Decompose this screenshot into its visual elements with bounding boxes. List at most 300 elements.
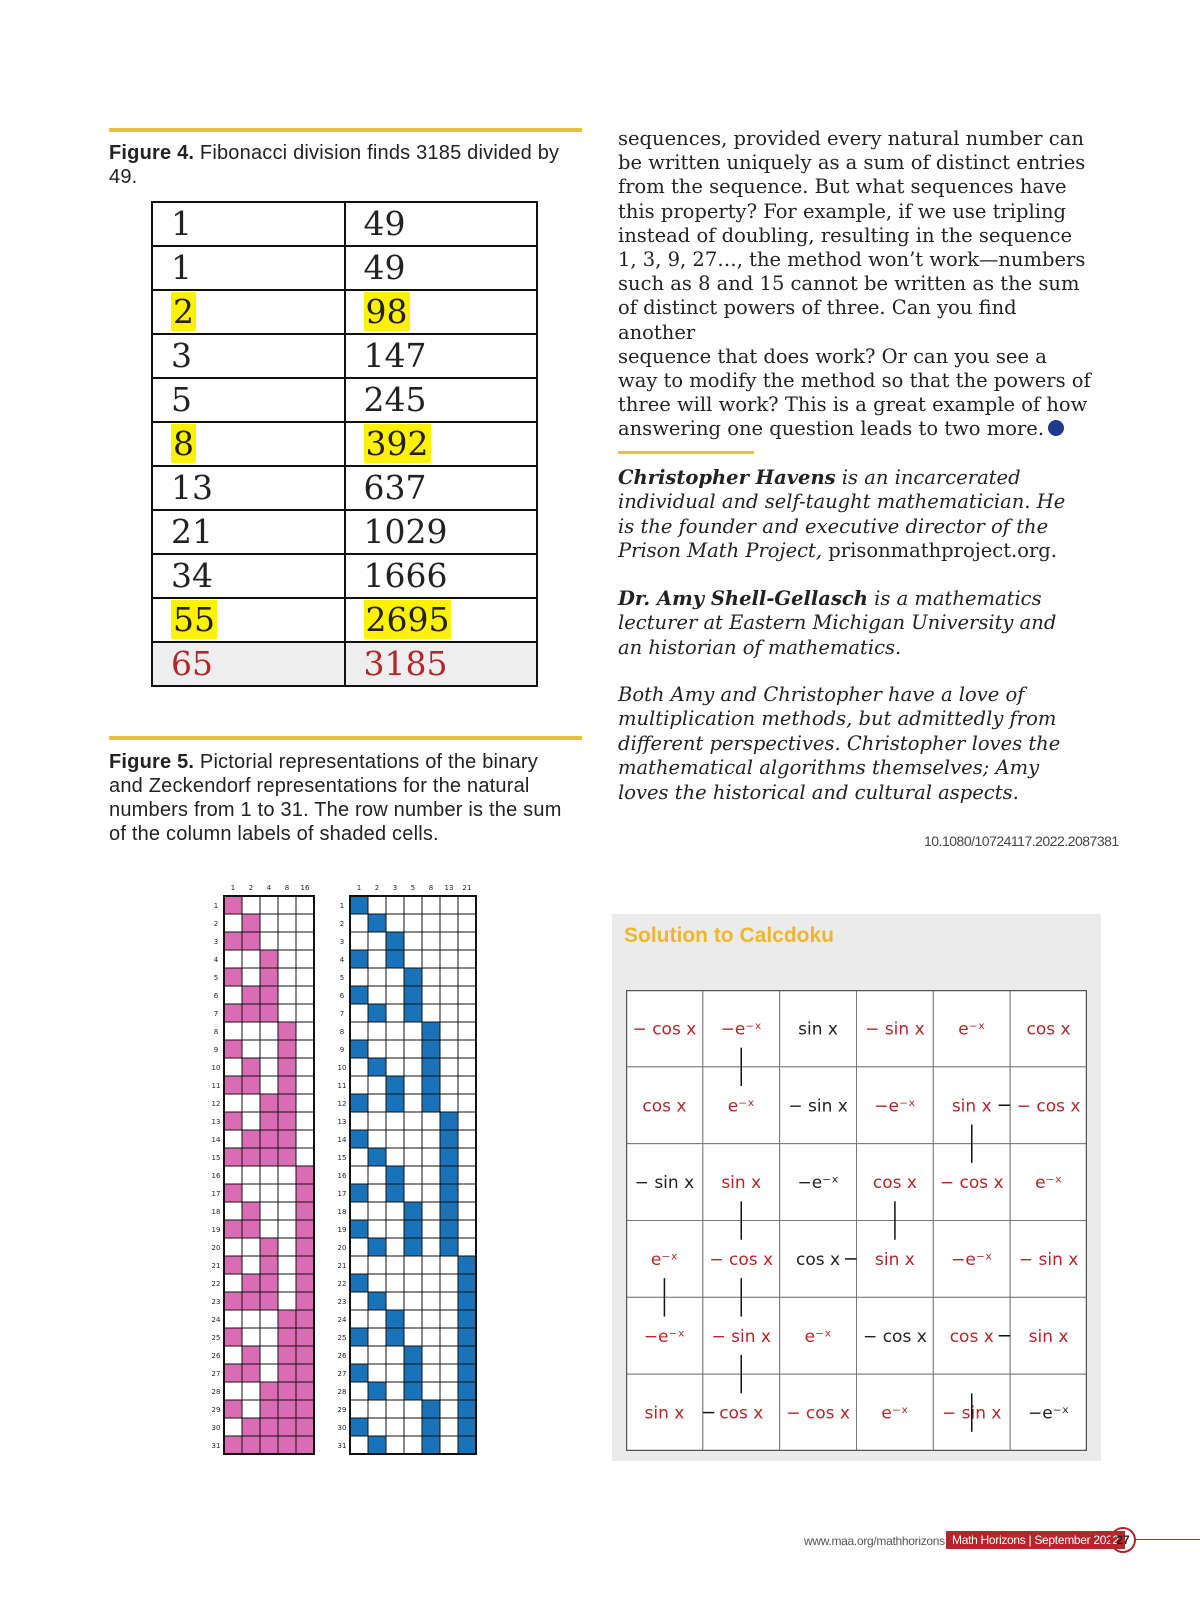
zeckendorf-grid-cell (422, 1112, 440, 1130)
binary-grid-cell (260, 1274, 278, 1292)
fib-cell-value: 2 (173, 292, 194, 331)
body-line: 1, 3, 9, 27…, the method won’t work—numbers (618, 248, 1086, 272)
zeckendorf-grid-cell (386, 1148, 404, 1166)
binary-grid-column-label: 4 (266, 884, 272, 892)
bio-havens-line-1: individual and self-taught mathematician. He (618, 490, 1066, 514)
zeckendorf-grid-cell (458, 950, 476, 968)
calcdoku-solution-panel (612, 914, 1101, 1461)
binary-grid-cell (224, 1400, 242, 1418)
binary-grid-cell (224, 1346, 242, 1364)
zeckendorf-grid-cell (368, 1130, 386, 1148)
bio-both-authors (618, 683, 1098, 805)
zeckendorf-grid-cell (350, 1436, 368, 1454)
fib-cell-multiple (345, 246, 538, 290)
zeckendorf-grid-cell (404, 1310, 422, 1328)
zeckendorf-grid-cell (440, 1256, 458, 1274)
calcdoku-cell-value: cos x (719, 1403, 764, 1424)
zeckendorf-grid-cell (422, 1238, 440, 1256)
zeckendorf-grid-cell (386, 1202, 404, 1220)
binary-grid-cell (260, 1094, 278, 1112)
fib-row (152, 246, 537, 290)
zeckendorf-grid-cell (386, 1040, 404, 1058)
zeckendorf-grid-column-label: 8 (428, 884, 434, 892)
zeckendorf-grid-cell (440, 1400, 458, 1418)
calcdoku-cell-value: e⁻ˣ (958, 1019, 986, 1040)
binary-grid-cell (278, 1346, 296, 1364)
zeckendorf-grid-cell (386, 1058, 404, 1076)
binary-grid-cell (278, 1130, 296, 1148)
binary-grid-cell (260, 1382, 278, 1400)
prison-math-project-link[interactable]: prisonmathproject.org. (822, 539, 1057, 563)
zeckendorf-grid-cell (350, 1076, 368, 1094)
binary-grid-cell (224, 1202, 242, 1220)
zeckendorf-grid-cell (368, 1274, 386, 1292)
binary-grid-cell (224, 1148, 242, 1166)
zeckendorf-grid-cell (368, 1058, 386, 1076)
binary-grid-cell (260, 1256, 278, 1274)
zeckendorf-grid-cell (422, 1400, 440, 1418)
fib-row (152, 510, 537, 554)
binary-grid-row-label: 5 (213, 974, 219, 982)
binary-grid-row-label: 23 (211, 1298, 221, 1306)
zeckendorf-grid-row-label: 16 (337, 1172, 347, 1180)
zeckendorf-grid-cell (368, 1202, 386, 1220)
zeckendorf-grid-cell (440, 1292, 458, 1310)
bio-havens-line-2: is the founder and executive director of the (618, 514, 1049, 538)
zeckendorf-grid-cell (458, 1238, 476, 1256)
zeckendorf-grid-cell (440, 1058, 458, 1076)
calcdoku-cell-value: − cos x (1016, 1096, 1081, 1117)
binary-grid-cell (278, 1310, 296, 1328)
zeckendorf-grid-cell (440, 1436, 458, 1454)
zeckendorf-grid-cell (458, 1328, 476, 1346)
binary-grid-cell (242, 1076, 260, 1094)
zeckendorf-grid-row-label: 8 (339, 1028, 345, 1036)
bio-rule (618, 451, 754, 454)
zeckendorf-grid-cell (404, 1076, 422, 1094)
zeckendorf-grid-cell (404, 1382, 422, 1400)
binary-grid-cell (260, 1328, 278, 1346)
zeckendorf-grid-cell (368, 1148, 386, 1166)
zeckendorf-grid-cell (422, 932, 440, 950)
zeckendorf-grid-cell (440, 1166, 458, 1184)
zeckendorf-grid-cell (368, 986, 386, 1004)
calcdoku-cell-value: −e⁻ˣ (951, 1249, 993, 1270)
zeckendorf-grid-cell (350, 1400, 368, 1418)
zeckendorf-grid-cell (368, 1310, 386, 1328)
zeckendorf-grid-cell (422, 1364, 440, 1382)
zeckendorf-grid-cell (404, 1346, 422, 1364)
binary-grid-cell (260, 1166, 278, 1184)
calcdoku-cell-value: sin x (721, 1173, 762, 1194)
zeckendorf-grid-cell (458, 1346, 476, 1364)
zeckendorf-grid-cell (422, 1166, 440, 1184)
binary-grid-cell (242, 986, 260, 1004)
fib-cell-multiple (345, 598, 538, 642)
calcdoku-cell-value: e⁻ˣ (881, 1403, 909, 1424)
zeckendorf-grid-cell (404, 1058, 422, 1076)
zeckendorf-grid-cell (350, 1292, 368, 1310)
binary-grid-column-label: 2 (248, 884, 254, 892)
zeckendorf-grid-cell (350, 896, 368, 914)
fib-cell-value: 245 (363, 380, 427, 419)
zeckendorf-grid-cell (350, 1382, 368, 1400)
binary-grid-cell (278, 1292, 296, 1310)
footer-line (1136, 1539, 1200, 1540)
zeckendorf-grid-cell (386, 1094, 404, 1112)
zeckendorf-grid-cell (440, 1022, 458, 1040)
calcdoku-cell-value: e⁻ˣ (650, 1249, 678, 1270)
zeckendorf-grid-cell (368, 1076, 386, 1094)
zeckendorf-grid-cell (458, 914, 476, 932)
binary-grid-cell (296, 1238, 314, 1256)
zeckendorf-grid-cell (386, 932, 404, 950)
zeckendorf-grid-cell (422, 1148, 440, 1166)
fib-cell-multiple (345, 334, 538, 378)
zeckendorf-grid-cell (386, 1310, 404, 1328)
zeckendorf-grid-cell (368, 1112, 386, 1130)
fib-cell-multiplier (152, 466, 345, 510)
zeckendorf-grid-cell (422, 1094, 440, 1112)
binary-grid-cell (296, 1400, 314, 1418)
zeckendorf-grid-cell (350, 1364, 368, 1382)
zeckendorf-grid-row-label: 15 (337, 1154, 347, 1162)
zeckendorf-grid-cell (422, 1310, 440, 1328)
zeckendorf-grid-cell (386, 1238, 404, 1256)
binary-grid-cell (278, 1058, 296, 1076)
fib-cell-multiple (345, 510, 538, 554)
zeckendorf-grid-cell (350, 1058, 368, 1076)
zeckendorf-grid-cell (350, 950, 368, 968)
zeckendorf-grid-column-label: 13 (444, 884, 454, 892)
fib-cell-value: 49 (363, 204, 406, 243)
body-line: answering one question leads to two more. (618, 417, 1045, 441)
fib-row (152, 466, 537, 510)
calcdoku-cell-value: − sin x (1018, 1249, 1079, 1270)
binary-grid-cell (278, 1094, 296, 1112)
figure4-caption (109, 141, 579, 189)
binary-grid-cell (242, 1094, 260, 1112)
binary-grid-cell (242, 1112, 260, 1130)
bio-shell-line-1: lecturer at Eastern Michigan University and (618, 611, 1057, 635)
binary-grid-cell (224, 1022, 242, 1040)
zeckendorf-grid-cell (368, 1382, 386, 1400)
zeckendorf-grid-cell (350, 1418, 368, 1436)
zeckendorf-grid-cell (440, 1040, 458, 1058)
fib-cell-value: 98 (365, 292, 408, 331)
zeckendorf-grid-cell (458, 1364, 476, 1382)
calcdoku-cell-value: − sin x (711, 1326, 771, 1347)
binary-grid-cell (260, 1004, 278, 1022)
binary-grid-cell (260, 1346, 278, 1364)
zeckendorf-grid-cell (422, 1220, 440, 1238)
zeckendorf-grid-cell (368, 1418, 386, 1436)
binary-grid-cell (224, 1274, 242, 1292)
bio-shell-line-2: an historian of mathematics. (618, 635, 902, 659)
calcdoku-cell-value: cos x (1026, 1019, 1071, 1040)
binary-grid-row-label: 26 (211, 1352, 221, 1360)
binary-grid-cell (296, 1364, 314, 1382)
zeckendorf-grid-cell (422, 986, 440, 1004)
binary-grid-cell (224, 1094, 242, 1112)
zeckendorf-grid-cell (458, 1022, 476, 1040)
binary-grid-row-label: 6 (213, 992, 219, 1000)
zeckendorf-grid-row-label: 9 (339, 1046, 345, 1054)
zeckendorf-grid-cell (404, 1040, 422, 1058)
binary-grid-column-label: 1 (230, 884, 236, 892)
bio-both-line-3: mathematical algorithms themselves; Amy (618, 756, 1040, 780)
binary-grid-cell (224, 1328, 242, 1346)
binary-grid-cell (296, 1184, 314, 1202)
zeckendorf-grid-cell (404, 1022, 422, 1040)
binary-grid-row-label: 17 (211, 1190, 221, 1198)
binary-grid-cell (224, 896, 242, 914)
fib-cell-multiplier (152, 334, 345, 378)
binary-grid-cell (224, 1238, 242, 1256)
zeckendorf-grid-cell (458, 1130, 476, 1148)
binary-grid-cell (296, 1436, 314, 1454)
zeckendorf-grid-cell (458, 968, 476, 986)
page-number-badge (1110, 1527, 1136, 1553)
fib-cell-value: 55 (173, 600, 215, 639)
zeckendorf-grid-cell (422, 1346, 440, 1364)
zeckendorf-grid-row-label: 29 (337, 1406, 347, 1414)
zeckendorf-grid-cell (422, 1382, 440, 1400)
body-line: of distinct powers of three. Can you find another (618, 296, 1017, 344)
body-line: instead of doubling, resulting in the sequence (618, 223, 1073, 247)
binary-grid-cell (224, 986, 242, 1004)
binary-grid-row-label: 11 (211, 1082, 221, 1090)
calcdoku-cell-value: sin x (951, 1096, 992, 1117)
zeckendorf-grid-cell (458, 1400, 476, 1418)
zeckendorf-grid-cell (350, 1040, 368, 1058)
zeckendorf-grid-cell (350, 1310, 368, 1328)
binary-grid-cell (260, 1436, 278, 1454)
zeckendorf-grid-cell (458, 1058, 476, 1076)
binary-grid-cell (296, 1346, 314, 1364)
zeckendorf-grid-row-label: 3 (339, 938, 345, 946)
binary-grid-cell (224, 1184, 242, 1202)
bio-havens (618, 466, 1098, 564)
binary-grid-cell (278, 914, 296, 932)
zeckendorf-grid-cell (350, 986, 368, 1004)
zeckendorf-grid-row-label: 19 (337, 1226, 347, 1234)
binary-grid-cell (224, 1058, 242, 1076)
binary-grid-cell (296, 1292, 314, 1310)
zeckendorf-grid-cell (404, 986, 422, 1004)
binary-grid-cell (242, 1184, 260, 1202)
fib-cell-value: 392 (365, 424, 429, 463)
zeckendorf-grid-cell (368, 950, 386, 968)
zeckendorf-grid-cell (422, 1058, 440, 1076)
binary-grid-row-label: 14 (211, 1136, 221, 1144)
binary-grid-cell (296, 1004, 314, 1022)
fib-cell-value: 49 (363, 248, 406, 287)
fib-cell-value: 13 (171, 468, 213, 507)
binary-grid-cell (224, 1112, 242, 1130)
fib-cell-value: 3 (171, 336, 192, 375)
calcdoku-cell-value: − sin x (634, 1173, 695, 1194)
fib-cell-multiplier (152, 554, 345, 598)
zeckendorf-grid-cell (350, 1130, 368, 1148)
binary-grid-cell (296, 1112, 314, 1130)
bio-both-line-1: multiplication methods, but admittedly from (618, 707, 1057, 731)
zeckendorf-grid-row-label: 13 (337, 1118, 347, 1126)
calcdoku-cell-value: e⁻ˣ (727, 1096, 755, 1117)
calcdoku-cell-value: − cos x (709, 1249, 774, 1270)
zeckendorf-grid-cell (458, 1112, 476, 1130)
zeckendorf-grid-cell (368, 1094, 386, 1112)
calcdoku-cell-value: e⁻ˣ (804, 1326, 832, 1347)
binary-grid-cell (296, 1130, 314, 1148)
zeckendorf-grid-cell (368, 1436, 386, 1454)
binary-grid-cell (278, 1418, 296, 1436)
binary-grid-cell (242, 1400, 260, 1418)
binary-grid-cell (296, 968, 314, 986)
calcdoku-title: Solution to Calcdoku (624, 924, 834, 947)
zeckendorf-grid-cell (422, 1436, 440, 1454)
fib-cell-multiple (345, 466, 538, 510)
zeckendorf-grid-cell (422, 1130, 440, 1148)
zeckendorf-grid-cell (386, 1130, 404, 1148)
figure5-rule (109, 736, 582, 740)
binary-grid-cell (260, 1112, 278, 1130)
binary-grid-cell (278, 1004, 296, 1022)
zeckendorf-grid-column-label: 21 (462, 884, 472, 892)
body-line: way to modify the method so that the powers of (618, 369, 1091, 393)
binary-grid-cell (260, 1130, 278, 1148)
binary-grid-row-label: 31 (211, 1442, 221, 1450)
binary-grid-cell (296, 1076, 314, 1094)
zeckendorf-grid-cell (386, 1256, 404, 1274)
zeckendorf-grid-cell (458, 1256, 476, 1274)
binary-grid-cell (278, 1364, 296, 1382)
binary-grid-cell (224, 1166, 242, 1184)
zeckendorf-grid-cell (458, 1076, 476, 1094)
zeckendorf-grid-cell (458, 1202, 476, 1220)
zeckendorf-grid-cell (404, 950, 422, 968)
binary-grid-cell (242, 914, 260, 932)
binary-grid-cell (260, 1022, 278, 1040)
zeckendorf-grid-cell (440, 1346, 458, 1364)
binary-grid-row-label: 19 (211, 1226, 221, 1234)
end-of-article-dot-icon (1048, 420, 1064, 436)
binary-grid-row-label: 29 (211, 1406, 221, 1414)
bio-shell-line-0: is a mathematics (867, 587, 1042, 610)
zeckendorf-grid-cell (350, 1148, 368, 1166)
fib-cell-multiplier (152, 378, 345, 422)
binary-grid-cell (260, 1076, 278, 1094)
zeckendorf-grid-cell (422, 1004, 440, 1022)
zeckendorf-grid-row-label: 11 (337, 1082, 347, 1090)
zeckendorf-grid-cell (350, 1166, 368, 1184)
zeckendorf-grid-cell (458, 1382, 476, 1400)
zeckendorf-grid-cell (386, 1076, 404, 1094)
bio-havens-line-0: is an incarcerated (835, 466, 1021, 489)
fib-cell-value: 8 (173, 424, 194, 463)
binary-grid-cell (278, 896, 296, 914)
fib-cell-multiplier (152, 290, 345, 334)
calcdoku-cell-value: −e⁻ˣ (643, 1326, 686, 1347)
zeckendorf-grid-cell (368, 1166, 386, 1184)
zeckendorf-grid-cell (350, 1220, 368, 1238)
zeckendorf-grid-cell (404, 1112, 422, 1130)
zeckendorf-grid-row-label: 4 (339, 956, 345, 964)
binary-grid-cell (242, 1256, 260, 1274)
binary-grid-row-label: 13 (211, 1118, 221, 1126)
zeckendorf-grid-cell (404, 896, 422, 914)
fibonacci-division-table (151, 201, 538, 687)
binary-grid-cell (278, 1328, 296, 1346)
zeckendorf-grid-cell (458, 896, 476, 914)
binary-grid-cell (242, 1292, 260, 1310)
binary-grid-row-label: 27 (211, 1370, 221, 1378)
zeckendorf-grid-cell (350, 1004, 368, 1022)
binary-grid-cell (278, 1022, 296, 1040)
calcdoku-cell-value: e⁻ˣ (1035, 1173, 1063, 1194)
fib-cell-multiple (345, 202, 538, 246)
zeckendorf-grid-row-label: 10 (337, 1064, 347, 1072)
calcdoku-cell-value: −e⁻ˣ (1027, 1403, 1070, 1424)
zeckendorf-grid-cell (350, 1112, 368, 1130)
zeckendorf-grid-cell (368, 1040, 386, 1058)
fib-cell-value: 1 (171, 248, 192, 287)
binary-grid-cell (260, 1418, 278, 1436)
fib-cell-multiplier (152, 246, 345, 290)
binary-grid-cell (242, 1238, 260, 1256)
binary-grid-row-label: 22 (211, 1280, 221, 1288)
page-number: 27 (1116, 1533, 1130, 1547)
binary-grid-cell (242, 1004, 260, 1022)
binary-grid-row-label: 3 (213, 938, 219, 946)
binary-grid-cell (242, 1166, 260, 1184)
zeckendorf-grid-cell (458, 1292, 476, 1310)
fib-final-cell: 3185 (345, 642, 538, 686)
fib-row (152, 598, 537, 642)
zeckendorf-grid-cell (386, 1400, 404, 1418)
zeckendorf-grid-cell (422, 1256, 440, 1274)
binary-grid-cell (278, 1382, 296, 1400)
zeckendorf-grid-cell (422, 1184, 440, 1202)
zeckendorf-grid-cell (404, 1418, 422, 1436)
binary-grid-cell (296, 896, 314, 914)
zeckendorf-grid-cell (440, 1382, 458, 1400)
zeckendorf-grid-cell (422, 1292, 440, 1310)
binary-grid-cell (242, 932, 260, 950)
binary-grid-cell (242, 1346, 260, 1364)
calcdoku-cell-value: cos x (949, 1326, 994, 1347)
binary-grid-row-label: 30 (211, 1424, 221, 1432)
binary-grid-cell (242, 1040, 260, 1058)
calcdoku-cell-value: − sin x (788, 1096, 848, 1117)
zeckendorf-grid-row-label: 26 (337, 1352, 347, 1360)
zeckendorf-grid-cell (458, 1436, 476, 1454)
fib-cell-multiple (345, 554, 538, 598)
binary-grid-cell (242, 968, 260, 986)
zeckendorf-grid-cell (440, 1364, 458, 1382)
zeckendorf-grid-row-label: 23 (337, 1298, 347, 1306)
fib-cell-value: 1 (171, 204, 192, 243)
zeckendorf-grid-cell (440, 1112, 458, 1130)
binary-grid-row-label: 12 (211, 1100, 221, 1108)
calcdoku-cell-value: sin x (798, 1019, 838, 1040)
binary-grid-cell (278, 1256, 296, 1274)
binary-grid-cell (260, 1040, 278, 1058)
fib-row (152, 422, 537, 466)
binary-grid-cell (224, 914, 242, 932)
footer-url[interactable]: www.maa.org/mathhorizons (804, 1534, 945, 1548)
binary-grid-cell (278, 1220, 296, 1238)
